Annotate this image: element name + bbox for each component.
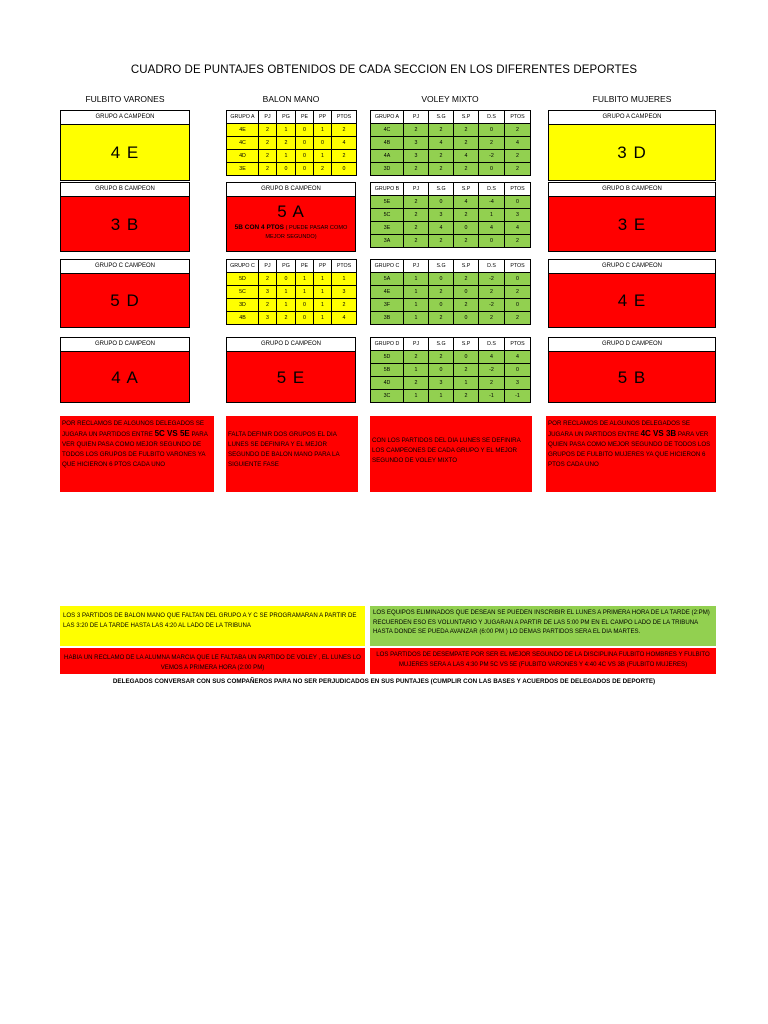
team-cell: 5D bbox=[371, 351, 404, 364]
table-row bbox=[371, 196, 531, 209]
stat-cell: -2 bbox=[479, 364, 505, 377]
column-header: PP bbox=[314, 111, 332, 124]
column-header-fulbito-varones: FULBITO VARONES bbox=[85, 94, 165, 104]
stat-cell: 0 bbox=[296, 312, 314, 325]
eliminated-teams-note: LOS EQUIPOS ELIMINADOS QUE DESEAN SE PUEDEN INSCRIBIR EL LUNES A PRIMERA HORA DE LA TARDE (2:PM) RECUERDEN ESO ES VOLUNTARIO Y JUGARAN A PARTIR DE LAS 5:00 PM EN EL CAMPO LADO DE LA TRIBUNA HASTA DONDE SE PUEDA AVANZAR (6:00 PM ) LO DEMAS PARTIDOS SERA EL DIA MARTES. bbox=[370, 606, 716, 646]
stat-cell: 4 bbox=[429, 222, 454, 235]
note-highlight: 4C VS 3B bbox=[640, 429, 677, 438]
column-header: PTOS bbox=[332, 260, 357, 273]
team-cell: 3B bbox=[371, 312, 404, 325]
note-text: POR RECLAMOS DE ALGUNOS DELEGADOS SE JUGARA UN PARTIDOS ENTRE bbox=[548, 420, 691, 438]
stat-cell: 0 bbox=[277, 163, 296, 176]
voley-mixto-grupo-d-table bbox=[370, 337, 531, 403]
champion-name: 3 D bbox=[617, 143, 647, 162]
champion-name: 5 D bbox=[110, 291, 140, 310]
stat-cell: 2 bbox=[454, 124, 479, 137]
table-header-row bbox=[371, 183, 531, 196]
table-row bbox=[227, 163, 357, 176]
column-header: PE bbox=[296, 260, 314, 273]
balon-mano-schedule-note: LOS 3 PARTIDOS DE BALON MANO QUE FALTAN DEL GRUPO A Y C SE PROGRAMARAN A PARTIR DE LAS 3:20 DE LA TARDE HASTA LAS 4:20 AL LADO DE LA TRIBUNA bbox=[60, 606, 365, 646]
stat-cell: -1 bbox=[479, 390, 505, 403]
team-cell: 4B bbox=[371, 137, 404, 150]
stat-cell: 4 bbox=[505, 137, 531, 150]
stat-cell: 4 bbox=[429, 137, 454, 150]
table-row bbox=[371, 364, 531, 377]
balon-mano-grupo-a-table bbox=[226, 110, 357, 176]
fulbito-varones-grupo-c bbox=[60, 259, 190, 328]
stat-cell: 4 bbox=[332, 312, 357, 325]
table-header-row bbox=[371, 111, 531, 124]
voley-mixto-grupo-c-table bbox=[370, 259, 531, 325]
fulbito-varones-grupo-b bbox=[60, 182, 190, 252]
table-header-row bbox=[227, 111, 357, 124]
table-row bbox=[371, 124, 531, 137]
column-header: PTOS bbox=[505, 183, 531, 196]
team-cell: 5B bbox=[371, 364, 404, 377]
stat-cell: 2 bbox=[429, 150, 454, 163]
fulbito-varones-note bbox=[60, 416, 214, 492]
column-header: PTOS bbox=[505, 111, 531, 124]
stat-cell: 1 bbox=[404, 364, 429, 377]
column-header: S.P bbox=[454, 183, 479, 196]
stat-cell: 2 bbox=[404, 163, 429, 176]
stat-cell: 3 bbox=[505, 209, 531, 222]
stat-cell: 2 bbox=[454, 364, 479, 377]
table-header-row bbox=[371, 338, 531, 351]
champion-name: 3 B bbox=[110, 214, 140, 234]
table-header-row bbox=[371, 260, 531, 273]
stat-cell: 2 bbox=[505, 312, 531, 325]
column-header: S.G bbox=[429, 260, 454, 273]
stat-cell: 0 bbox=[296, 124, 314, 137]
delegates-footer: DELEGADOS CONVERSAR CON SUS COMPAÑEROS PARA NO SER PERJUDICADOS EN SUS PUNTAJES (CUMPLIR CON LAS BASES Y ACUERDOS DE DELEGADOS DE DEPORTE) bbox=[112, 678, 656, 685]
stat-cell: 2 bbox=[454, 137, 479, 150]
column-header: S.G bbox=[429, 338, 454, 351]
champion-name: 5 B bbox=[617, 367, 647, 387]
stat-cell: 4 bbox=[332, 137, 357, 150]
column-header: S.G bbox=[429, 111, 454, 124]
team-cell: 4D bbox=[371, 377, 404, 390]
stat-cell: 4 bbox=[479, 351, 505, 364]
team-cell: 5C bbox=[227, 286, 259, 299]
table-row bbox=[227, 137, 357, 150]
stat-cell: 1 bbox=[429, 390, 454, 403]
group-header: GRUPO B CAMPEON bbox=[227, 183, 355, 197]
stat-cell: 0 bbox=[296, 163, 314, 176]
stat-cell: 2 bbox=[505, 235, 531, 248]
column-header: PG bbox=[277, 260, 296, 273]
stat-cell: 1 bbox=[314, 312, 332, 325]
stat-cell: 2 bbox=[404, 235, 429, 248]
table-row bbox=[371, 235, 531, 248]
table-row bbox=[371, 351, 531, 364]
stat-cell: 2 bbox=[479, 137, 505, 150]
team-cell: 3A bbox=[371, 235, 404, 248]
stat-cell: -4 bbox=[479, 196, 505, 209]
table-row bbox=[227, 273, 357, 286]
stat-cell: 1 bbox=[404, 390, 429, 403]
stat-cell: 2 bbox=[454, 390, 479, 403]
team-cell: 3D bbox=[371, 163, 404, 176]
stat-cell: 2 bbox=[314, 163, 332, 176]
stat-cell: 2 bbox=[454, 209, 479, 222]
stat-cell: 1 bbox=[277, 150, 296, 163]
group-header: GRUPO C CAMPEON bbox=[61, 260, 189, 274]
column-header: PJ bbox=[404, 338, 429, 351]
stat-cell: 2 bbox=[332, 150, 357, 163]
fulbito-mujeres-grupo-b bbox=[548, 182, 716, 252]
team-cell: 4D bbox=[227, 150, 259, 163]
balon-mano-note: FALTA DEFINIR DOS GRUPOS EL DIA LUNES SE DEFINIRA Y EL MEJOR SEGUNDO DE BALON MANO PARA LA SIGUIENTE FASE bbox=[226, 416, 358, 492]
stat-cell: 2 bbox=[454, 273, 479, 286]
stat-cell: 0 bbox=[479, 163, 505, 176]
champion-name: 4 E bbox=[110, 143, 140, 162]
table-header-row bbox=[227, 260, 357, 273]
note-text: PARA VER QUIEN PASA COMO MEJOR SEGUNDO DE TODOS LOS GRUPOS DE FULBITO VARONES YA QUE HICIERON 6 PTOS CADA UNO bbox=[62, 431, 208, 468]
group-header: GRUPO C CAMPEON bbox=[549, 260, 715, 274]
stat-cell: 2 bbox=[429, 124, 454, 137]
stat-cell: 0 bbox=[479, 124, 505, 137]
stat-cell: 1 bbox=[314, 273, 332, 286]
column-header: S.P bbox=[454, 338, 479, 351]
column-header: PTOS bbox=[332, 111, 357, 124]
table-row bbox=[371, 222, 531, 235]
team-cell: 4A bbox=[371, 150, 404, 163]
tiebreak-note: LOS PARTIDOS DE DESEMPATE POR SER EL MEJOR SEGUNDO DE LA DISCIPLINA FULBITO HOMBRES Y FULBITO MUJERES SERA A LAS 4:30 PM 5C VS 5E (FULBITO VARONES Y 4:40 4C VS 3B (FULBITO MUJERES) bbox=[370, 648, 716, 674]
stat-cell: 0 bbox=[479, 235, 505, 248]
champion-name: 5 E bbox=[276, 367, 306, 387]
stat-cell: 3 bbox=[259, 286, 277, 299]
stat-cell: 0 bbox=[296, 137, 314, 150]
stat-cell: 0 bbox=[454, 351, 479, 364]
stat-cell: 2 bbox=[505, 286, 531, 299]
stat-cell: 4 bbox=[454, 150, 479, 163]
table-row bbox=[227, 150, 357, 163]
voley-mixto-note: CON LOS PARTIDOS DEL DIA LUNES SE DEFINIRA LOS CAMPEONES DE CADA GRUPO Y EL MEJOR SEGUNDO DE VOLEY MIXTO bbox=[370, 416, 532, 492]
fulbito-mujeres-grupo-a bbox=[548, 110, 716, 181]
team-cell: 3E bbox=[371, 222, 404, 235]
stat-cell: 1 bbox=[454, 377, 479, 390]
stat-cell: 1 bbox=[314, 150, 332, 163]
stat-cell: 2 bbox=[259, 150, 277, 163]
stat-cell: 0 bbox=[429, 364, 454, 377]
note-highlight: 5C VS 5E bbox=[154, 429, 190, 438]
balon-mano-grupo-d bbox=[226, 337, 356, 403]
stat-cell: 2 bbox=[404, 351, 429, 364]
page-title: CUADRO DE PUNTAJES OBTENIDOS DE CADA SECCION EN LOS DIFERENTES DEPORTES bbox=[130, 64, 638, 76]
stat-cell: 1 bbox=[314, 124, 332, 137]
stat-cell: 0 bbox=[505, 196, 531, 209]
group-header: GRUPO B CAMPEON bbox=[61, 183, 189, 197]
stat-cell: 2 bbox=[332, 299, 357, 312]
stat-cell: 0 bbox=[296, 299, 314, 312]
stat-cell: 2 bbox=[259, 163, 277, 176]
complaint-note: HABIA UN RECLAMO DE LA ALUMNA MARCIA QUE LE FALTABA UN PARTIDO DE VOLEY , EL LUNES LO VEMOS A PRIMERA HORA (2:00 PM) bbox=[60, 648, 365, 674]
fulbito-mujeres-grupo-c bbox=[548, 259, 716, 328]
group-header: GRUPO D CAMPEON bbox=[61, 338, 189, 352]
table-row bbox=[371, 286, 531, 299]
team-cell: 4C bbox=[371, 124, 404, 137]
column-header: GRUPO C bbox=[227, 260, 259, 273]
voley-mixto-grupo-b-table bbox=[370, 182, 531, 248]
stat-cell: 2 bbox=[404, 222, 429, 235]
stat-cell: 4 bbox=[479, 222, 505, 235]
stat-cell: 2 bbox=[479, 312, 505, 325]
team-cell: 5C bbox=[371, 209, 404, 222]
stat-cell: 4 bbox=[505, 222, 531, 235]
column-header: S.P bbox=[454, 111, 479, 124]
table-row bbox=[227, 286, 357, 299]
stat-cell: 1 bbox=[404, 312, 429, 325]
column-header: PJ bbox=[259, 260, 277, 273]
champion-name: 4 E bbox=[617, 291, 647, 310]
column-header: PJ bbox=[404, 260, 429, 273]
team-cell: 3C bbox=[371, 390, 404, 403]
stat-cell: 2 bbox=[454, 235, 479, 248]
table-row bbox=[371, 377, 531, 390]
note-text: PARA VER QUIEN PASA COMO MEJOR SEGUNDO DE TODOS LOS GRUPOS DE FULBITO MUJERES YA QUE HICIERON 6 PTOS CADA UNO bbox=[548, 431, 711, 468]
fulbito-varones-grupo-d bbox=[60, 337, 190, 403]
table-row bbox=[371, 312, 531, 325]
stat-cell: 3 bbox=[429, 377, 454, 390]
group-header: GRUPO D CAMPEON bbox=[549, 338, 715, 352]
table-row bbox=[371, 273, 531, 286]
champion-name: 4 A bbox=[111, 367, 139, 387]
stat-cell: 2 bbox=[259, 137, 277, 150]
stat-cell: 1 bbox=[296, 286, 314, 299]
stat-cell: 1 bbox=[332, 273, 357, 286]
stat-cell: 1 bbox=[314, 286, 332, 299]
stat-cell: 2 bbox=[259, 299, 277, 312]
stat-cell: 1 bbox=[296, 273, 314, 286]
table-row bbox=[371, 150, 531, 163]
table-row bbox=[371, 299, 531, 312]
column-header: S.G bbox=[429, 183, 454, 196]
stat-cell: 3 bbox=[332, 286, 357, 299]
team-cell: 4E bbox=[371, 286, 404, 299]
column-header: PE bbox=[296, 111, 314, 124]
team-cell: 4B bbox=[227, 312, 259, 325]
stat-cell: 1 bbox=[277, 299, 296, 312]
stat-cell: 2 bbox=[429, 163, 454, 176]
stat-cell: 2 bbox=[505, 124, 531, 137]
column-header: GRUPO D bbox=[371, 338, 404, 351]
stat-cell: 2 bbox=[404, 377, 429, 390]
second-place-highlight: 5B CON 4 PTOS bbox=[234, 224, 285, 231]
stat-cell: 3 bbox=[259, 312, 277, 325]
stat-cell: 4 bbox=[505, 351, 531, 364]
fulbito-mujeres-grupo-d bbox=[548, 337, 716, 403]
stat-cell: 2 bbox=[429, 312, 454, 325]
column-header: PTOS bbox=[505, 260, 531, 273]
stat-cell: 0 bbox=[505, 273, 531, 286]
team-cell: 5E bbox=[371, 196, 404, 209]
stat-cell: 2 bbox=[277, 312, 296, 325]
table-row bbox=[371, 137, 531, 150]
stat-cell: -2 bbox=[479, 150, 505, 163]
second-place-text: ( PUEDE PASAR COMO MEJOR SEGUNDO) bbox=[265, 225, 348, 240]
balon-mano-grupo-b bbox=[226, 182, 356, 252]
column-header: PG bbox=[277, 111, 296, 124]
column-header-voley-mixto: VOLEY MIXTO bbox=[421, 94, 479, 104]
stat-cell: 1 bbox=[404, 273, 429, 286]
stat-cell: 0 bbox=[429, 273, 454, 286]
team-cell: 5D bbox=[227, 273, 259, 286]
fulbito-varones-grupo-a bbox=[60, 110, 190, 181]
table-row bbox=[227, 124, 357, 137]
team-cell: 4C bbox=[227, 137, 259, 150]
group-header: GRUPO A CAMPEON bbox=[61, 111, 189, 125]
stat-cell: 2 bbox=[505, 163, 531, 176]
stat-cell: 0 bbox=[454, 222, 479, 235]
stat-cell: 2 bbox=[479, 286, 505, 299]
stat-cell: 2 bbox=[505, 150, 531, 163]
table-row bbox=[227, 299, 357, 312]
table-row bbox=[371, 390, 531, 403]
column-header: D.S bbox=[479, 260, 505, 273]
stat-cell: 2 bbox=[277, 137, 296, 150]
note-text: POR RECLAMOS DE ALGUNOS DELEGADOS SE JUGARA UN PARTIDOS ENTRE bbox=[62, 420, 205, 438]
column-header-balon-mano: BALON MANO bbox=[262, 94, 320, 104]
stat-cell: 0 bbox=[454, 286, 479, 299]
stat-cell: -2 bbox=[479, 299, 505, 312]
column-header: D.S bbox=[479, 111, 505, 124]
stat-cell: 1 bbox=[404, 299, 429, 312]
team-cell: 3D bbox=[227, 299, 259, 312]
stat-cell: 1 bbox=[277, 124, 296, 137]
table-row bbox=[227, 312, 357, 325]
stat-cell: 3 bbox=[429, 209, 454, 222]
balon-mano-grupo-c-table bbox=[226, 259, 357, 325]
column-header: PJ bbox=[404, 183, 429, 196]
champion-name: 5 A bbox=[277, 202, 305, 221]
team-cell: 3E bbox=[227, 163, 259, 176]
stat-cell: 3 bbox=[505, 377, 531, 390]
stat-cell: 2 bbox=[479, 377, 505, 390]
stat-cell: -2 bbox=[479, 273, 505, 286]
group-header: GRUPO B CAMPEON bbox=[549, 183, 715, 197]
stat-cell: 2 bbox=[404, 124, 429, 137]
stat-cell: 2 bbox=[429, 286, 454, 299]
column-header: S.P bbox=[454, 260, 479, 273]
stat-cell: 2 bbox=[259, 273, 277, 286]
stat-cell: 2 bbox=[404, 196, 429, 209]
table-row bbox=[371, 163, 531, 176]
team-cell: 5A bbox=[371, 273, 404, 286]
group-header: GRUPO A CAMPEON bbox=[549, 111, 715, 125]
stat-cell: 0 bbox=[429, 196, 454, 209]
column-header: PTOS bbox=[505, 338, 531, 351]
champion-name: 3 E bbox=[617, 214, 647, 234]
column-header: GRUPO A bbox=[227, 111, 259, 124]
stat-cell: 2 bbox=[454, 299, 479, 312]
stat-cell: -1 bbox=[505, 390, 531, 403]
stat-cell: 2 bbox=[429, 351, 454, 364]
second-place-note bbox=[227, 223, 355, 242]
team-cell: 3F bbox=[371, 299, 404, 312]
column-header: GRUPO A bbox=[371, 111, 404, 124]
column-header: D.S bbox=[479, 338, 505, 351]
stat-cell: 4 bbox=[454, 196, 479, 209]
stat-cell: 1 bbox=[314, 299, 332, 312]
stat-cell: 0 bbox=[296, 150, 314, 163]
stat-cell: 2 bbox=[454, 163, 479, 176]
voley-mixto-grupo-a-table bbox=[370, 110, 531, 176]
column-header: PP bbox=[314, 260, 332, 273]
column-header: PJ bbox=[259, 111, 277, 124]
column-header: D.S bbox=[479, 183, 505, 196]
team-cell: 4E bbox=[227, 124, 259, 137]
stat-cell: 0 bbox=[429, 299, 454, 312]
stat-cell: 3 bbox=[404, 137, 429, 150]
table-row bbox=[371, 209, 531, 222]
stat-cell: 3 bbox=[404, 150, 429, 163]
stat-cell: 1 bbox=[479, 209, 505, 222]
stat-cell: 2 bbox=[259, 124, 277, 137]
stat-cell: 1 bbox=[404, 286, 429, 299]
group-header: GRUPO D CAMPEON bbox=[227, 338, 355, 352]
stat-cell: 2 bbox=[332, 124, 357, 137]
stat-cell: 0 bbox=[505, 299, 531, 312]
column-header: PJ bbox=[404, 111, 429, 124]
stat-cell: 0 bbox=[314, 137, 332, 150]
column-header: GRUPO B bbox=[371, 183, 404, 196]
stat-cell: 0 bbox=[454, 312, 479, 325]
stat-cell: 2 bbox=[429, 235, 454, 248]
stat-cell: 0 bbox=[332, 163, 357, 176]
fulbito-mujeres-note bbox=[546, 416, 716, 492]
stat-cell: 0 bbox=[277, 273, 296, 286]
column-header-fulbito-mujeres: FULBITO MUJERES bbox=[592, 94, 672, 104]
stat-cell: 1 bbox=[277, 286, 296, 299]
column-header: GRUPO C bbox=[371, 260, 404, 273]
stat-cell: 0 bbox=[505, 364, 531, 377]
stat-cell: 2 bbox=[404, 209, 429, 222]
